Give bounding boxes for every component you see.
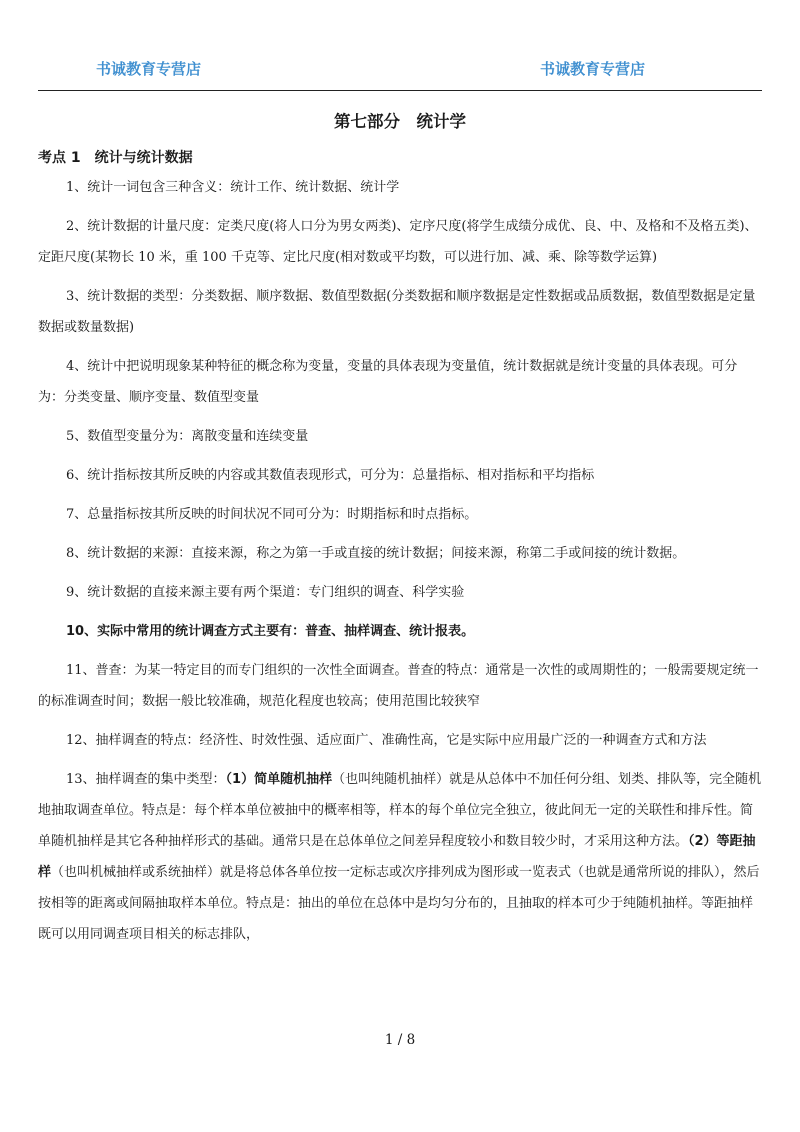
paragraph-8: 8、统计数据的来源：直接来源，称之为第一手或直接的统计数据；间接来源，称第二手或间接的统计数据。 <box>66 546 686 561</box>
header-divider <box>38 90 762 91</box>
page-header <box>0 56 800 86</box>
p13-intro: 13、抽样调查的集中类型： <box>66 772 226 787</box>
paragraph-4: 4、统计中把说明现象某种特征的概念称为变量，变量的具体表现为变量值，统计数据就是统计变量的具体表现。可分为：分类变量、顺序变量、数值型变量 <box>38 359 738 405</box>
p13-simple-random-text: （也叫纯随机抽样）就是从总体中不加任何分组、划类、排队等，完全随机地抽取调查单位。特点是：每个样本单位被抽中的概率相等，样本的每个单位完全独立，彼此间无一定的关联性和排斥性。简单随机抽样是其它各种抽样形式的基础。通常只是在总体单位之间差异程度较小和数目较少时，才采用这种方法。 <box>38 772 762 849</box>
paragraph-9: 9、统计数据的直接来源主要有两个渠道：专门组织的调查、科学实验 <box>66 585 465 600</box>
p13-systematic-text: （也叫机械抽样或系统抽样）就是将总体各单位按一定标志或次序排列成为图形或一览表式（也就是通常所说的排队），然后按相等的距离或间隔抽取样本单位。特点是：抽出的单位在总体中是均匀分布的，且抽取的样本可少于纯随机抽样。等距抽样既可以用同调查项目相关的标志排队， <box>38 865 760 942</box>
paragraph-1: 1、统计一词包含三种含义：统计工作、统计数据、统计学 <box>66 180 400 195</box>
section-heading: 考点 1 统计与统计数据 <box>38 150 193 166</box>
paragraph-13 <box>38 764 762 950</box>
paragraph-6: 6、统计指标按其所反映的内容或其数值表现形式，可分为：总量指标、相对指标和平均指标 <box>66 468 595 483</box>
store-name-left: 书诚教育专营店 <box>96 60 202 78</box>
paragraph-5: 5、数值型变量分为：离散变量和连续变量 <box>66 429 309 444</box>
paragraph-12: 12、抽样调查的特点：经济性、时效性强、适应面广、准确性高，它是实际中应用最广泛的一种调查方式和方法 <box>66 733 707 748</box>
paragraph-3: 3、统计数据的类型：分类数据、顺序数据、数值型数据(分类数据和顺序数据是定性数据或品质数据，数值型数据是定量数据或数量数据) <box>38 289 756 335</box>
page-title: 第七部分 统计学 <box>334 112 466 131</box>
paragraph-7: 7、总量指标按其所反映的时间状况不同可分为：时期指标和时点指标。 <box>66 507 478 522</box>
paragraph-11: 11、普查：为某一特定目的而专门组织的一次性全面调查。普查的特点：通常是一次性的或周期性的；一般需要规定统一的标准调查时间；数据一般比较准确，规范化程度也较高；使用范围比较狭窄 <box>38 663 759 709</box>
p13-systematic-term: （2）等距抽样 <box>38 834 756 880</box>
document-body <box>38 172 762 950</box>
p13-simple-random-term: （1）简单随机抽样 <box>225 772 333 787</box>
paragraph-10: 10、实际中常用的统计调查方式主要有：普查、抽样调查、统计报表。 <box>66 624 475 639</box>
page-number: 1 / 8 <box>384 1032 416 1048</box>
store-name-right: 书诚教育专营店 <box>540 60 646 78</box>
paragraph-2: 2、统计数据的计量尺度：定类尺度(将人口分为男女两类)、定序尺度(将学生成绩分成优、良、中、及格和不及格五类)、定距尺度(某物长 10 米，重 100 千克等、定比尺度(相对数或平均数，可以进行加、减、乘、除等数学运算) <box>38 219 758 265</box>
